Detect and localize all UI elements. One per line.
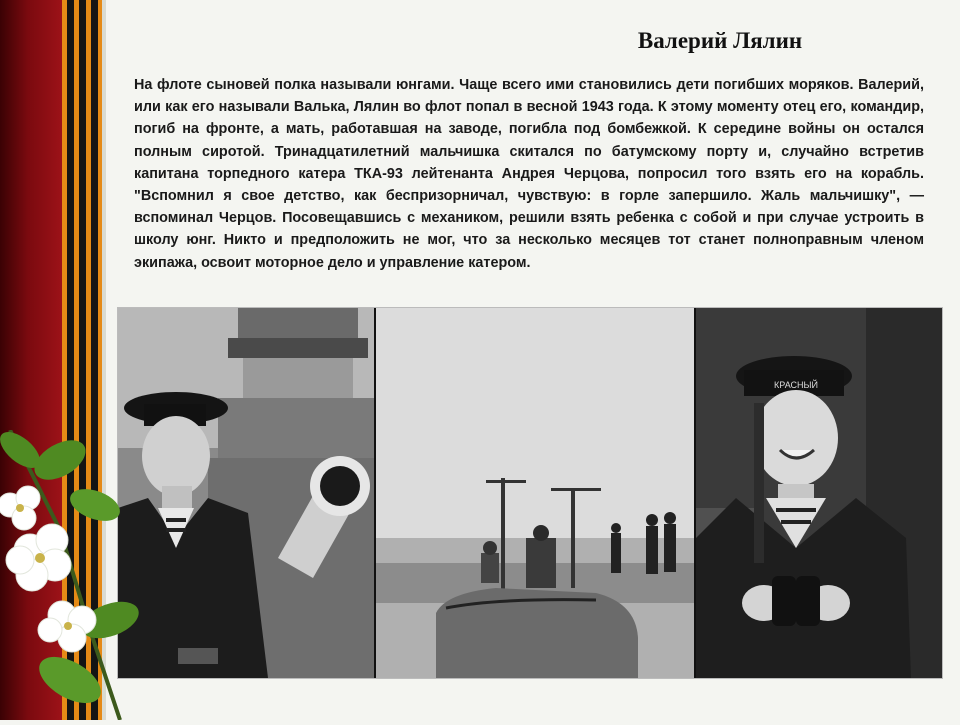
article-text: На флоте сыновей полка называли юнгами. Чаще всего ими становились дети погибших моряков. Валерий, или как его называли Валька, Лялин во флот попал в весной 1943 года. К этому моменту отец его, командир, погиб на фронте, а мать, работавшая на заводе, погибла под бомбежкой. К середине войны он остался полным сиротой. Тринадцатилетний мальчишка скитался по батумскому порту и, случайно встретив капитана торпедного катера ТКА-93 лейтенанта Андрея Черцова, попросил того взять его на корабль. "Вспомнил я свое детство, как беспризорничал, чувствую: в горле запершило. Жаль мальчишку", — вспоминал Черцов. Посовещавшись с механиком, решили взять ребенка с собой и при случае устроить в школу юнг. Никто и предположить не мог, что за несколько месяцев тот станет полноправным членом экипажа, освоит моторное дело и управление катером. <box>134 77 924 271</box>
cap-band-text: КРАСНЫЙ <box>774 380 818 390</box>
page-title: Валерий Лялин <box>637 28 803 53</box>
flower-decoration <box>0 430 140 720</box>
photo-sailor-with-binoculars <box>696 308 942 678</box>
photo-sailor-with-gun <box>118 308 374 678</box>
photo-torpedo-boat <box>376 308 694 678</box>
photo-strip <box>117 307 943 679</box>
